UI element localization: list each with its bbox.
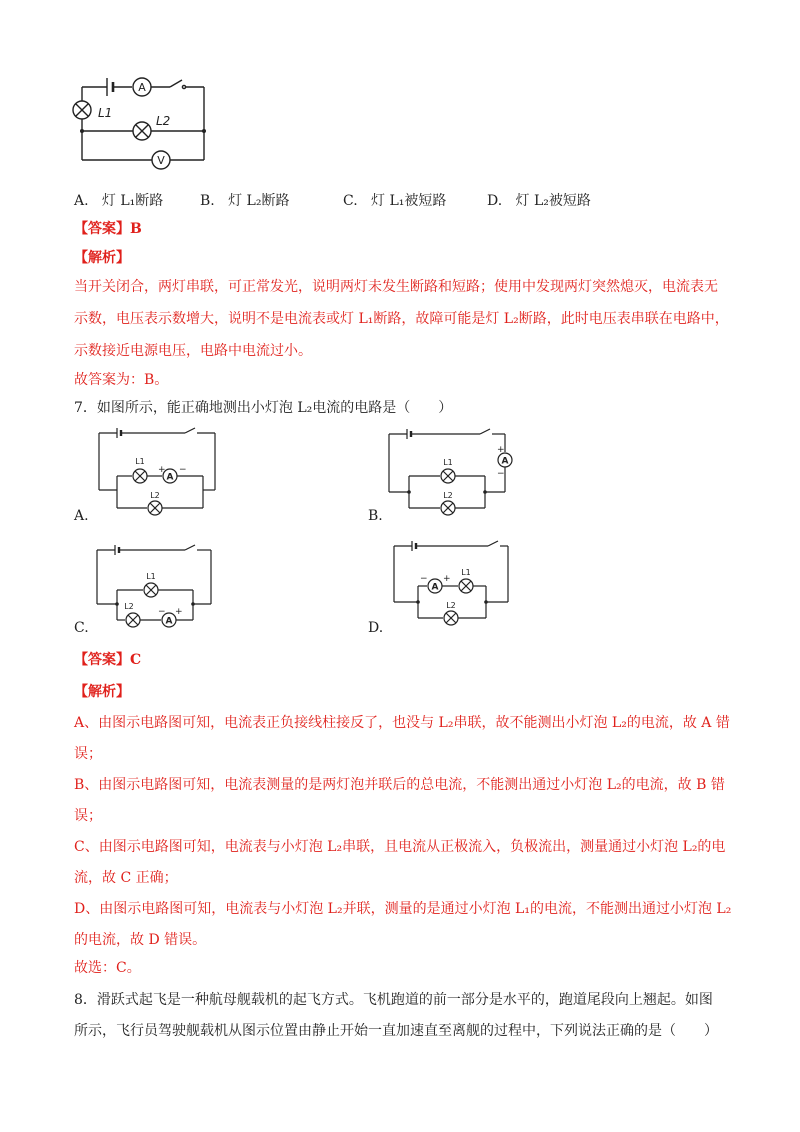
option-letter: B. — [200, 193, 215, 209]
q6-option-c — [343, 190, 446, 210]
lamp-l2-label: L2 — [446, 601, 456, 610]
q6-analysis-line: 示数，电压表示数增大，说明不是电流表或灯 L₁断路，故障可能是灯 L₂断路，此时电压表串联在电路中， — [74, 311, 729, 327]
plus-sign: + — [497, 445, 505, 455]
option-text: 灯 L₁断路 — [101, 193, 164, 209]
q7-fig-letter-d: D. — [368, 620, 384, 636]
answer-value: C — [130, 652, 142, 668]
lamp-l2-label: L2 — [124, 602, 134, 611]
q8-stem-line: 所示，飞行员驾驶舰载机从图示位置由静止开始一直加速直至离舰的过程中，下列说法正确的是（ ） — [74, 1023, 718, 1039]
lamp-l2-label: L2 — [156, 114, 171, 128]
option-letter: D. — [487, 193, 503, 209]
q7-circuit-c — [93, 542, 233, 637]
answer-value: B — [130, 221, 142, 237]
q6-analysis-line: 当开关闭合，两灯串联，可正常发光，说明两灯未发生断路和短路；使用中发现两灯突然熄灭，电流表无 — [74, 279, 718, 295]
option-text: 灯 L₁被短路 — [371, 193, 447, 209]
answer-label: 【答案】 — [74, 652, 130, 668]
q7-circuit-b — [385, 426, 525, 521]
q6-option-d — [487, 190, 591, 210]
ammeter-label: A — [138, 81, 146, 94]
answer-label: 【答案】 — [74, 221, 130, 237]
q7-fig-letter-b: B. — [368, 508, 383, 524]
lamp-l2-label: L2 — [150, 491, 160, 500]
option-letter: C. — [343, 193, 358, 209]
q7-conclusion: 故选：C。 — [74, 960, 141, 976]
q7-fig-letter-c: C. — [74, 620, 89, 636]
q7-stem: 7．如图所示，能正确地测出小灯泡 L₂电流的电路是（ ） — [74, 400, 453, 416]
minus-sign: − — [158, 607, 166, 617]
lamp-l1-label: L1 — [146, 572, 156, 581]
lamp-l2-label: L2 — [443, 491, 453, 500]
lamp-l1-label: L1 — [135, 457, 145, 466]
q7-fig-letter-a: A. — [74, 508, 89, 524]
q6-option-b — [200, 190, 289, 210]
lamp-l1-label: L1 — [98, 106, 113, 120]
q7-circuit-d — [390, 538, 530, 633]
q7-analysis-line: A、由图示电路图可知，电流表正负接线柱接反了，也没与 L₂串联，故不能测出小灯泡 L₂的电流，故 A 错 — [74, 715, 730, 731]
q6-answer — [74, 219, 142, 239]
ammeter-label: A — [431, 582, 439, 593]
plus-sign: + — [443, 574, 451, 584]
ammeter-label: A — [165, 616, 173, 627]
ammeter-label: A — [166, 472, 174, 483]
voltmeter-label: V — [157, 154, 165, 167]
q6-analysis-line: 示数接近电源电压，电路中电流过小。 — [74, 343, 312, 359]
plus-sign: + — [175, 607, 183, 617]
q7-circuit-a — [95, 428, 235, 523]
minus-sign: − — [179, 465, 187, 475]
option-letter: A. — [74, 193, 89, 209]
ammeter-label: A — [501, 456, 509, 467]
lamp-l1-label: L1 — [461, 568, 471, 577]
option-text: 灯 L₂断路 — [228, 193, 290, 209]
lamp-l1-label: L1 — [443, 458, 453, 467]
minus-sign: − — [420, 574, 428, 584]
q7-analysis-line: 误； — [74, 746, 102, 762]
q7-analysis-line: C、由图示电路图可知，电流表与小灯泡 L₂串联，且电流从正极流入，负极流出，测量通过小灯泡 L₂的电 — [74, 839, 726, 855]
q8-stem-line: 8．滑跃式起飞是一种航母舰载机的起飞方式。飞机跑道的前一部分是水平的，跑道尾段向上翘起。如图 — [74, 992, 713, 1008]
q7-analysis-line: D、由图示电路图可知，电流表与小灯泡 L₂并联，测量的是通过小灯泡 L₁的电流，不能测出通过小灯泡 L₂ — [74, 901, 732, 917]
q7-analysis-line: 流，故 C 正确； — [74, 870, 178, 886]
q7-analysis-line: B、由图示电路图可知，电流表测量的是两灯泡并联后的总电流，不能测出通过小灯泡 L₂的电流，故 B 错 — [74, 777, 725, 793]
q7-answer — [74, 650, 141, 670]
plus-sign: + — [158, 465, 166, 475]
q7-analysis-line: 误； — [74, 808, 102, 824]
minus-sign: − — [497, 469, 505, 479]
q7-analysis-label: 【解析】 — [74, 684, 130, 700]
q6-option-a — [74, 190, 163, 210]
q6-circuit-figure — [70, 70, 220, 180]
q6-conclusion: 故答案为：B。 — [74, 372, 169, 388]
q7-analysis-line: 的电流，故 D 错误。 — [74, 932, 207, 948]
option-text: 灯 L₂被短路 — [515, 193, 591, 209]
q6-analysis-label: 【解析】 — [74, 250, 130, 266]
